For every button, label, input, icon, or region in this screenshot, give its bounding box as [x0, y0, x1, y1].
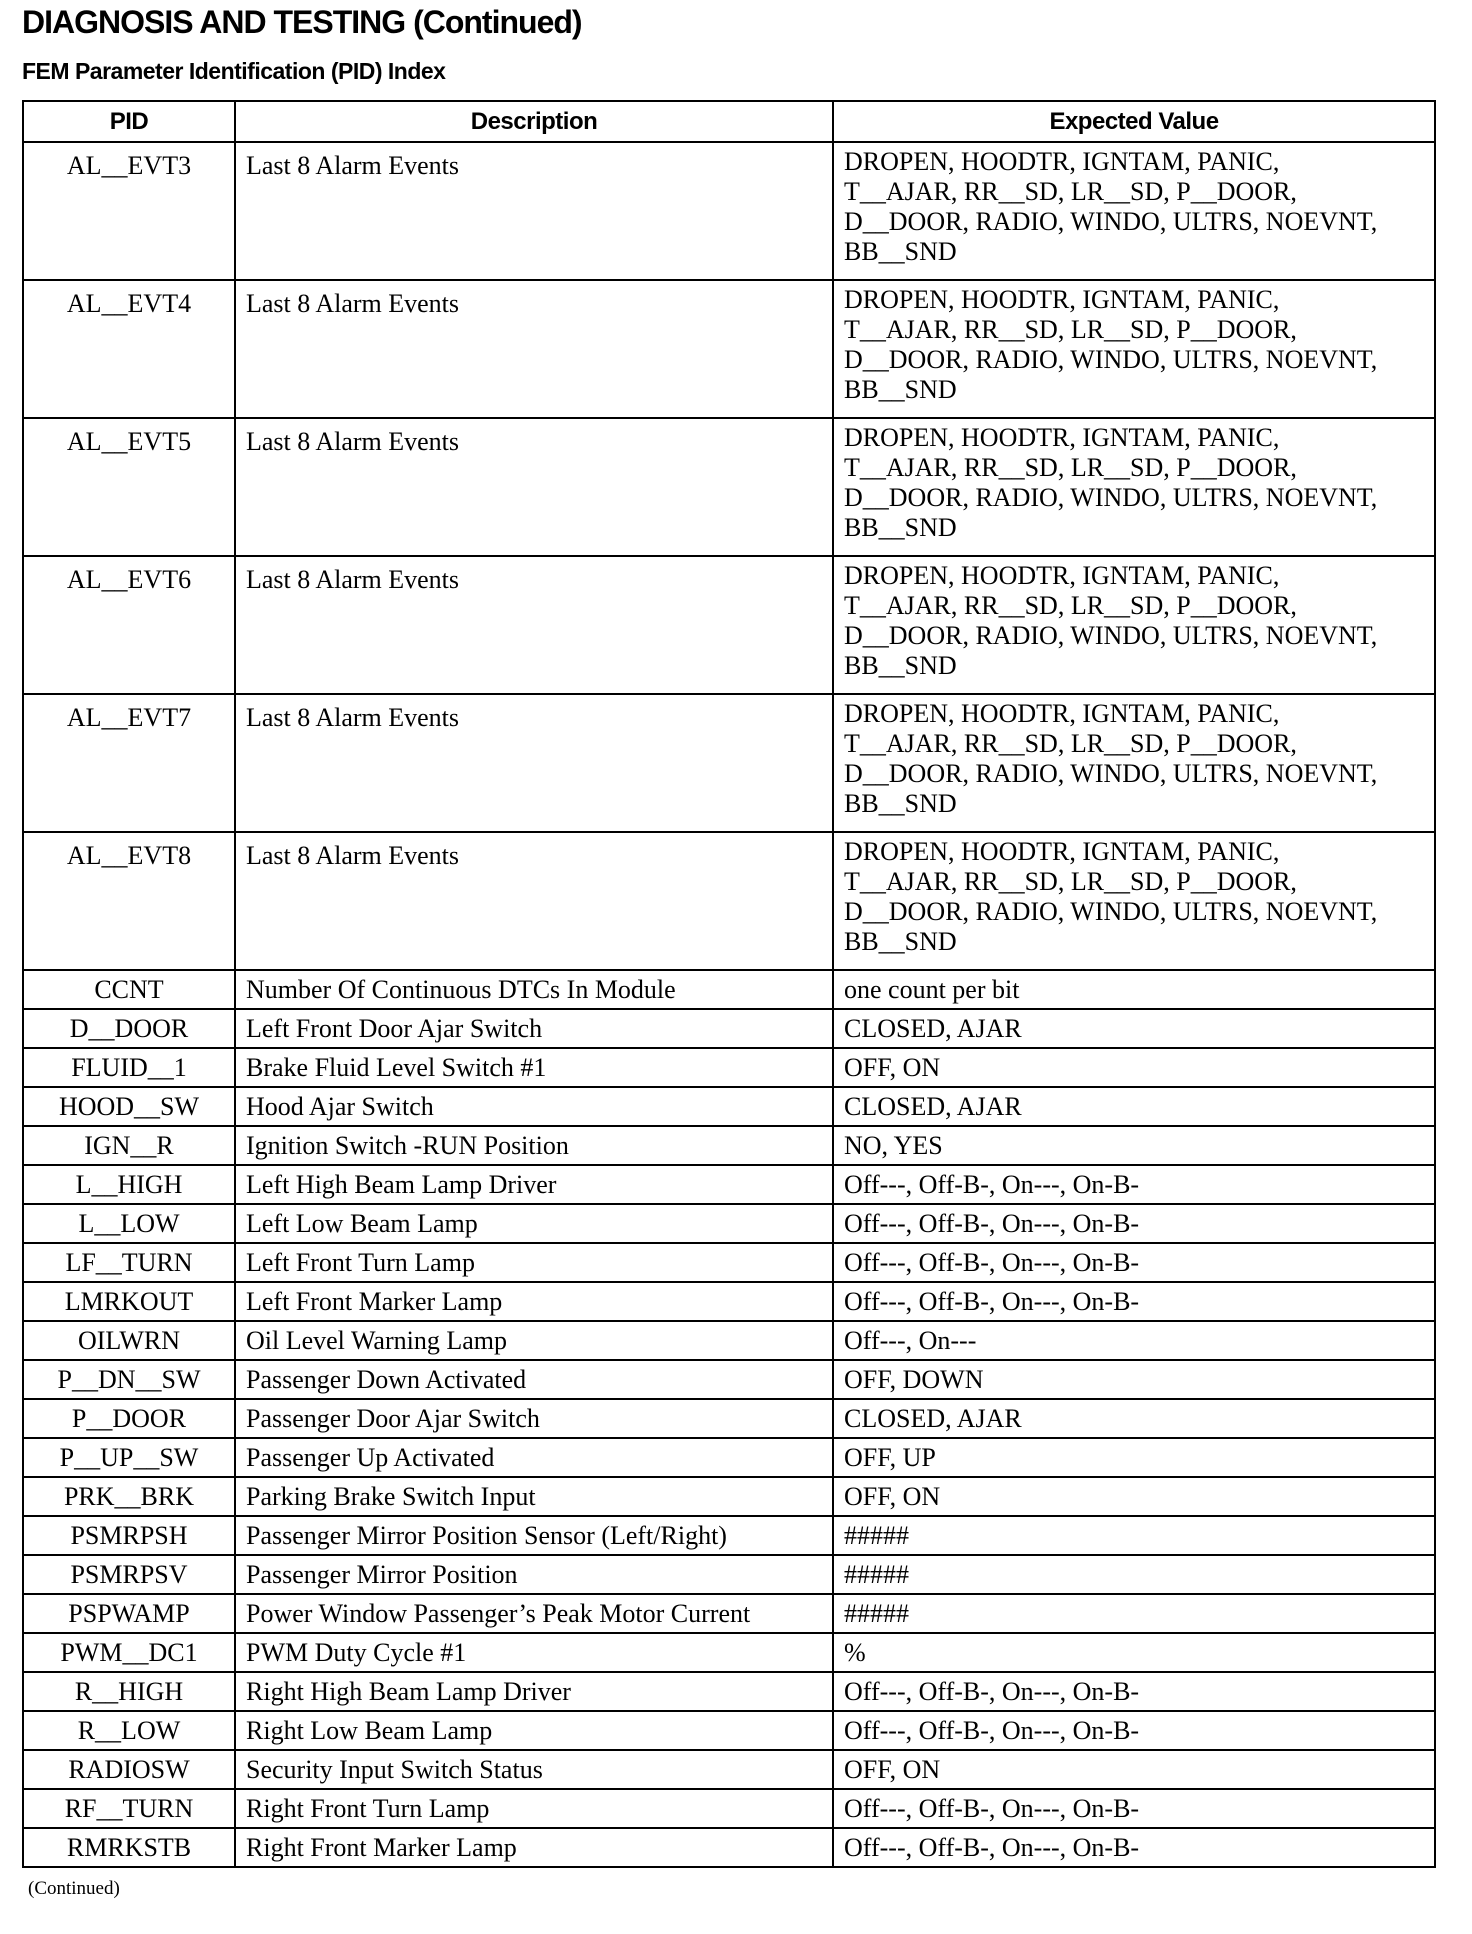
table-row: [23, 1360, 1435, 1399]
table-row: [23, 1555, 1435, 1594]
pid-cell: RADIOSW: [23, 1750, 235, 1789]
description-cell: Left High Beam Lamp Driver: [235, 1165, 833, 1204]
expected-value-cell: OFF, ON: [833, 1477, 1435, 1516]
expected-line: DROPEN, HOODTR, IGNTAM, PANIC,: [844, 285, 1280, 314]
expected-line: T__AJAR, RR__SD, LR__SD, P__DOOR,: [844, 867, 1297, 896]
pid-cell: LF__TURN: [23, 1243, 235, 1282]
table-row: [23, 1399, 1435, 1438]
pid-cell: PSMRPSV: [23, 1555, 235, 1594]
table-row: [23, 1789, 1435, 1828]
pid-cell: P__UP__SW: [23, 1438, 235, 1477]
pid-cell: AL__EVT7: [23, 694, 235, 832]
pid-cell: AL__EVT3: [23, 142, 235, 280]
pid-index-table: [22, 100, 1436, 1868]
expected-line: D__DOOR, RADIO, WINDO, ULTRS, NOEVNT,: [844, 621, 1378, 650]
expected-value-cell: CLOSED, AJAR: [833, 1087, 1435, 1126]
pid-cell: IGN__R: [23, 1126, 235, 1165]
table-row: [23, 1516, 1435, 1555]
pid-cell: L__HIGH: [23, 1165, 235, 1204]
table-row: [23, 280, 1435, 418]
table-row: [23, 556, 1435, 694]
table-row: [23, 1048, 1435, 1087]
table-row: [23, 1321, 1435, 1360]
description-cell: Last 8 Alarm Events: [235, 832, 833, 970]
description-cell: Passenger Down Activated: [235, 1360, 833, 1399]
expected-line: DROPEN, HOODTR, IGNTAM, PANIC,: [844, 423, 1280, 452]
expected-value-cell: Off---, Off-B-, On---, On-B-: [833, 1828, 1435, 1867]
expected-line: DROPEN, HOODTR, IGNTAM, PANIC,: [844, 837, 1280, 866]
pid-cell: P__DOOR: [23, 1399, 235, 1438]
expected-value-cell: Off---, Off-B-, On---, On-B-: [833, 1243, 1435, 1282]
table-row: [23, 1009, 1435, 1048]
table-row: [23, 1126, 1435, 1165]
pid-cell: HOOD__SW: [23, 1087, 235, 1126]
expected-value-cell: [833, 694, 1435, 832]
table-body: [23, 142, 1435, 1867]
table-row: [23, 1672, 1435, 1711]
continued-note: (Continued): [28, 1878, 120, 1899]
expected-line: BB__SND: [844, 375, 957, 404]
expected-line: DROPEN, HOODTR, IGNTAM, PANIC,: [844, 699, 1280, 728]
expected-value-cell: [833, 832, 1435, 970]
description-cell: Left Low Beam Lamp: [235, 1204, 833, 1243]
description-cell: Left Front Marker Lamp: [235, 1282, 833, 1321]
description-cell: Last 8 Alarm Events: [235, 142, 833, 280]
description-cell: Oil Level Warning Lamp: [235, 1321, 833, 1360]
description-cell: Brake Fluid Level Switch #1: [235, 1048, 833, 1087]
header-expected-value: Expected Value: [833, 101, 1435, 142]
expected-line: D__DOOR, RADIO, WINDO, ULTRS, NOEVNT,: [844, 345, 1378, 374]
pid-cell: AL__EVT6: [23, 556, 235, 694]
pid-cell: P__DN__SW: [23, 1360, 235, 1399]
expected-value-cell: Off---, Off-B-, On---, On-B-: [833, 1672, 1435, 1711]
pid-cell: CCNT: [23, 970, 235, 1009]
description-cell: Ignition Switch -RUN Position: [235, 1126, 833, 1165]
expected-value-cell: CLOSED, AJAR: [833, 1399, 1435, 1438]
pid-cell: AL__EVT5: [23, 418, 235, 556]
table-row: [23, 1477, 1435, 1516]
pid-cell: R__LOW: [23, 1711, 235, 1750]
description-cell: Last 8 Alarm Events: [235, 694, 833, 832]
expected-line: BB__SND: [844, 927, 957, 956]
description-cell: Passenger Up Activated: [235, 1438, 833, 1477]
table-row: [23, 970, 1435, 1009]
expected-line: T__AJAR, RR__SD, LR__SD, P__DOOR,: [844, 315, 1297, 344]
pid-cell: L__LOW: [23, 1204, 235, 1243]
description-cell: Right Front Turn Lamp: [235, 1789, 833, 1828]
expected-value-cell: OFF, ON: [833, 1750, 1435, 1789]
pid-cell: PSPWAMP: [23, 1594, 235, 1633]
pid-cell: AL__EVT4: [23, 280, 235, 418]
description-cell: Power Window Passenger’s Peak Motor Current: [235, 1594, 833, 1633]
expected-line: DROPEN, HOODTR, IGNTAM, PANIC,: [844, 147, 1280, 176]
expected-value-cell: one count per bit: [833, 970, 1435, 1009]
pid-cell: R__HIGH: [23, 1672, 235, 1711]
expected-value-cell: NO, YES: [833, 1126, 1435, 1165]
expected-value-cell: [833, 418, 1435, 556]
expected-line: D__DOOR, RADIO, WINDO, ULTRS, NOEVNT,: [844, 483, 1378, 512]
description-cell: Left Front Turn Lamp: [235, 1243, 833, 1282]
table-row: [23, 1243, 1435, 1282]
expected-value-cell: OFF, ON: [833, 1048, 1435, 1087]
expected-value-cell: OFF, DOWN: [833, 1360, 1435, 1399]
header-description: Description: [235, 101, 833, 142]
expected-line: D__DOOR, RADIO, WINDO, ULTRS, NOEVNT,: [844, 897, 1378, 926]
pid-cell: PRK__BRK: [23, 1477, 235, 1516]
expected-line: T__AJAR, RR__SD, LR__SD, P__DOOR,: [844, 453, 1297, 482]
expected-value-cell: CLOSED, AJAR: [833, 1009, 1435, 1048]
pid-cell: AL__EVT8: [23, 832, 235, 970]
pid-cell: LMRKOUT: [23, 1282, 235, 1321]
expected-value-cell: Off---, On---: [833, 1321, 1435, 1360]
description-cell: Passenger Mirror Position: [235, 1555, 833, 1594]
expected-line: T__AJAR, RR__SD, LR__SD, P__DOOR,: [844, 591, 1297, 620]
expected-value-cell: #####: [833, 1516, 1435, 1555]
expected-value-cell: #####: [833, 1594, 1435, 1633]
description-cell: Hood Ajar Switch: [235, 1087, 833, 1126]
expected-line: D__DOOR, RADIO, WINDO, ULTRS, NOEVNT,: [844, 207, 1378, 236]
table-row: [23, 1828, 1435, 1867]
expected-value-cell: Off---, Off-B-, On---, On-B-: [833, 1204, 1435, 1243]
pid-cell: OILWRN: [23, 1321, 235, 1360]
description-cell: Passenger Mirror Position Sensor (Left/Right): [235, 1516, 833, 1555]
description-cell: PWM Duty Cycle #1: [235, 1633, 833, 1672]
expected-value-cell: [833, 142, 1435, 280]
pid-cell: PWM__DC1: [23, 1633, 235, 1672]
expected-line: DROPEN, HOODTR, IGNTAM, PANIC,: [844, 561, 1280, 590]
header-pid: PID: [23, 101, 235, 142]
description-cell: Parking Brake Switch Input: [235, 1477, 833, 1516]
description-cell: Passenger Door Ajar Switch: [235, 1399, 833, 1438]
expected-value-cell: Off---, Off-B-, On---, On-B-: [833, 1711, 1435, 1750]
expected-line: T__AJAR, RR__SD, LR__SD, P__DOOR,: [844, 729, 1297, 758]
description-cell: Left Front Door Ajar Switch: [235, 1009, 833, 1048]
expected-line: D__DOOR, RADIO, WINDO, ULTRS, NOEVNT,: [844, 759, 1378, 788]
expected-value-cell: Off---, Off-B-, On---, On-B-: [833, 1282, 1435, 1321]
description-cell: Last 8 Alarm Events: [235, 556, 833, 694]
expected-value-cell: [833, 280, 1435, 418]
table-header-row: [23, 101, 1435, 142]
expected-line: BB__SND: [844, 513, 957, 542]
expected-value-cell: [833, 556, 1435, 694]
expected-value-cell: Off---, Off-B-, On---, On-B-: [833, 1789, 1435, 1828]
expected-value-cell: Off---, Off-B-, On---, On-B-: [833, 1165, 1435, 1204]
table-row: [23, 1750, 1435, 1789]
description-cell: Right Front Marker Lamp: [235, 1828, 833, 1867]
description-cell: Right Low Beam Lamp: [235, 1711, 833, 1750]
expected-line: BB__SND: [844, 789, 957, 818]
pid-cell: RF__TURN: [23, 1789, 235, 1828]
description-cell: Right High Beam Lamp Driver: [235, 1672, 833, 1711]
description-cell: Security Input Switch Status: [235, 1750, 833, 1789]
table-row: [23, 1165, 1435, 1204]
pid-cell: PSMRPSH: [23, 1516, 235, 1555]
expected-line: T__AJAR, RR__SD, LR__SD, P__DOOR,: [844, 177, 1297, 206]
expected-line: BB__SND: [844, 237, 957, 266]
pid-cell: D__DOOR: [23, 1009, 235, 1048]
pid-cell: FLUID__1: [23, 1048, 235, 1087]
table-row: [23, 1438, 1435, 1477]
description-cell: Number Of Continuous DTCs In Module: [235, 970, 833, 1009]
expected-line: BB__SND: [844, 651, 957, 680]
table-row: [23, 1633, 1435, 1672]
table-row: [23, 694, 1435, 832]
table-row: [23, 1204, 1435, 1243]
description-cell: Last 8 Alarm Events: [235, 418, 833, 556]
table-row: [23, 1282, 1435, 1321]
expected-value-cell: #####: [833, 1555, 1435, 1594]
table-row: [23, 832, 1435, 970]
description-cell: Last 8 Alarm Events: [235, 280, 833, 418]
table-row: [23, 1087, 1435, 1126]
table-title: FEM Parameter Identification (PID) Index: [22, 58, 446, 84]
table-row: [23, 1711, 1435, 1750]
table-row: [23, 418, 1435, 556]
table-row: [23, 142, 1435, 280]
pid-cell: RMRKSTB: [23, 1828, 235, 1867]
expected-value-cell: OFF, UP: [833, 1438, 1435, 1477]
expected-value-cell: %: [833, 1633, 1435, 1672]
table-row: [23, 1594, 1435, 1633]
page-heading: DIAGNOSIS AND TESTING (Continued): [22, 4, 582, 40]
